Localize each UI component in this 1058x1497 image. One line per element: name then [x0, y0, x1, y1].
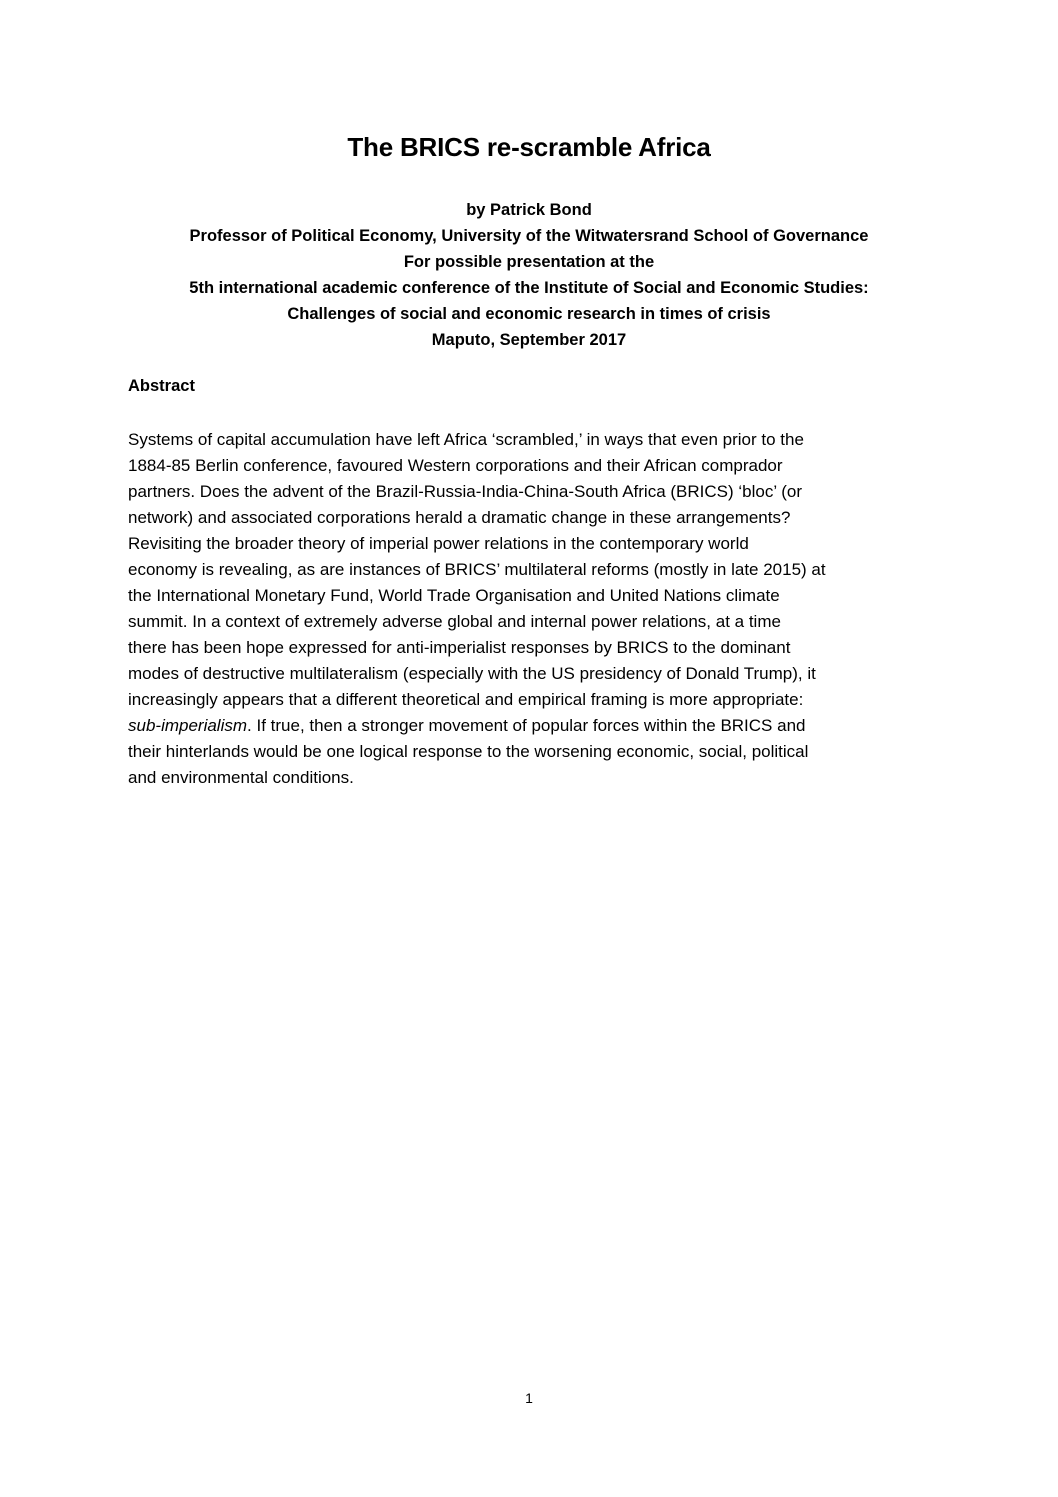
- abstract-line: summit. In a context of extremely adverse global and internal power relations, at a time: [128, 612, 781, 631]
- abstract-line: and environmental conditions.: [128, 768, 354, 787]
- affiliation-line: Professor of Political Economy, University of the Witwatersrand School of Governance: [189, 227, 869, 245]
- italic-term: sub-imperialism: [128, 716, 248, 735]
- abstract-body: [128, 427, 928, 791]
- abstract-line: modes of destructive multilateralism (especially with the US presidency of Donald Trump), it: [128, 664, 816, 683]
- abstract-line: there has been hope expressed for anti-imperialist responses by BRICS to the dominant: [128, 638, 791, 657]
- abstract-line: 1884-85 Berlin conference, favoured Western corporations and their African comprador: [128, 456, 783, 475]
- presentation-note-line: For possible presentation at the: [403, 253, 655, 271]
- abstract-line: economy is revealing, as are instances of BRICS’ multilateral reforms (mostly in late 2015) at: [128, 560, 826, 579]
- abstract-line: Systems of capital accumulation have left Africa ‘scrambled,’ in ways that even prior to the: [128, 430, 804, 449]
- conference-theme-line: Challenges of social and economic research in times of crisis: [287, 305, 771, 323]
- abstract-line: partners. Does the advent of the Brazil-Russia-India-China-South Africa (BRICS) ‘bloc’ (or: [128, 482, 802, 501]
- abstract-line: increasingly appears that a different theoretical and empirical framing is more appropriate:: [128, 690, 804, 709]
- abstract-line: Revisiting the broader theory of imperial power relations in the contemporary world: [128, 534, 749, 553]
- conference-line: 5th international academic conference of the Institute of Social and Economic Studies:: [189, 279, 869, 297]
- location-date-line: Maputo, September 2017: [431, 331, 627, 349]
- abstract-line: network) and associated corporations herald a dramatic change in these arrangements?: [128, 508, 791, 527]
- abstract-line-continuation: . If true, then a stronger movement of popular forces within the BRICS and: [247, 716, 806, 735]
- author-line: by Patrick Bond: [466, 201, 592, 219]
- abstract-line-with-italic: [128, 713, 928, 739]
- paper-title: The BRICS re-scramble Africa: [347, 132, 711, 162]
- author-block: [0, 197, 1058, 353]
- abstract-heading: Abstract: [128, 377, 195, 395]
- abstract-line: their hinterlands would be one logical response to the worsening economic, social, political: [128, 742, 809, 761]
- abstract-line: the International Monetary Fund, World Trade Organisation and United Nations climate: [128, 586, 780, 605]
- page-number: 1: [525, 1390, 533, 1406]
